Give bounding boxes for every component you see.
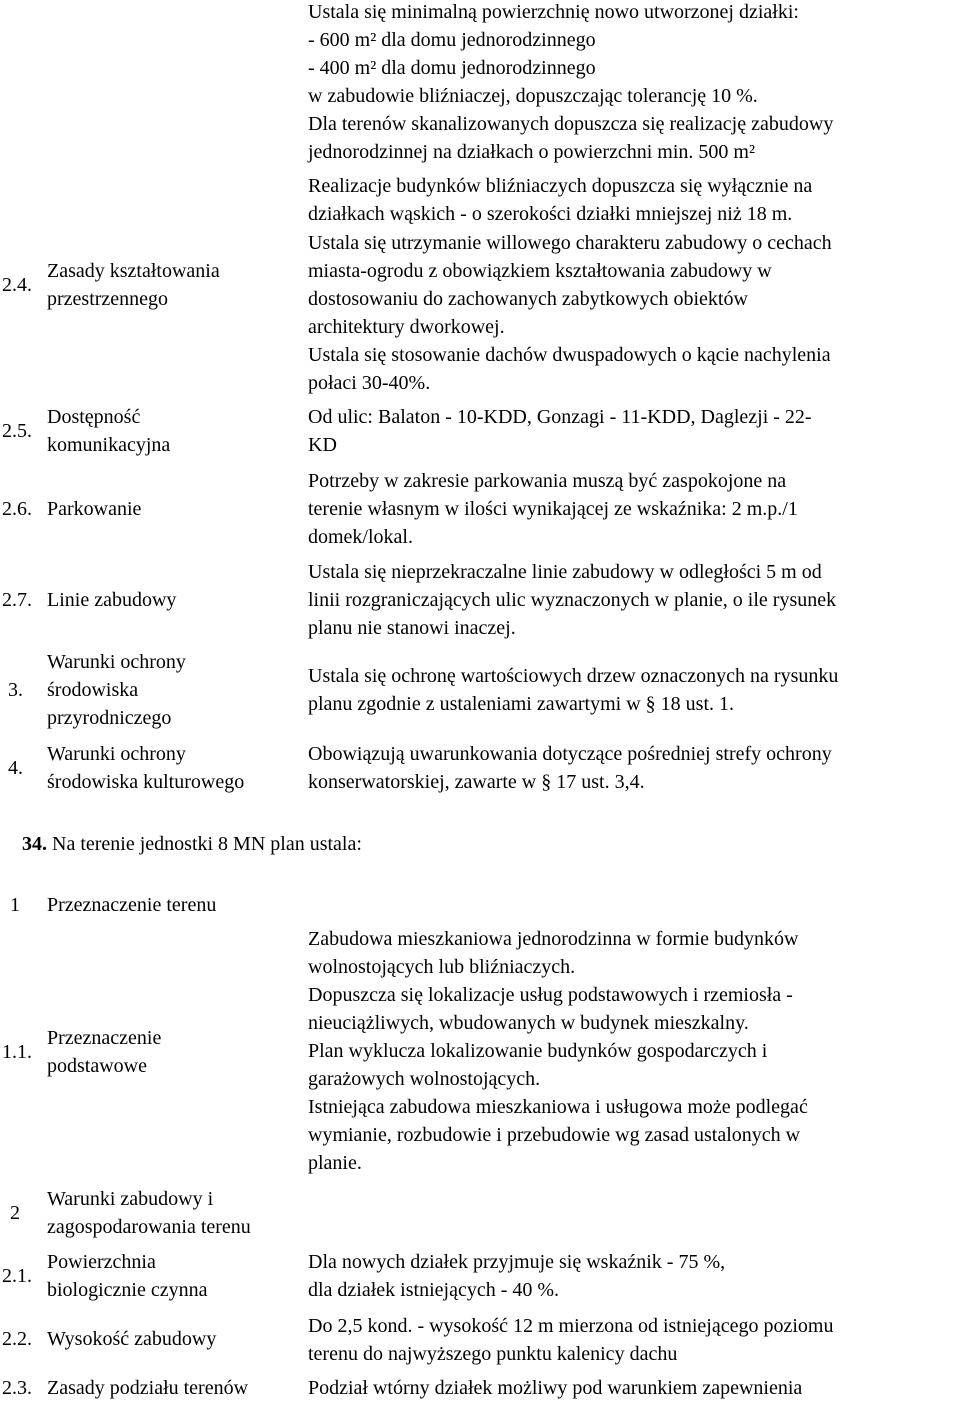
row-label-line: zagospodarowania terenu — [47, 1216, 251, 1238]
row-label-line: Przeznaczenie terenu — [47, 894, 217, 916]
row-text-line: połaci 30-40%. — [308, 372, 431, 394]
row-text-line: architektury dworkowej. — [308, 316, 505, 338]
row-text — [308, 740, 960, 796]
intro-line: Ustala się minimalną powierzchnię nowo utworzonej działki: — [308, 1, 799, 23]
row-label-line: środowiska — [47, 679, 139, 701]
section-heading-number: 34. — [22, 833, 47, 855]
row-label-line: Przeznaczenie — [47, 1027, 162, 1049]
intro-line: w zabudowie bliźniaczej, dopuszczając tolerancję 10 %. — [308, 85, 758, 107]
intro-line: działkach wąskich - o szerokości działki mniejszej niż 18 m. — [308, 203, 793, 225]
row-label-line: Zasady kształtowania — [47, 260, 220, 282]
row-label-line: Powierzchnia — [47, 1251, 156, 1273]
row-text-line: dla działek istniejących - 40 %. — [308, 1279, 560, 1301]
row-label-line: środowiska kulturowego — [47, 771, 245, 793]
row-label-line: Warunki ochrony — [47, 651, 186, 673]
row-text-line: linii rozgraniczających ulic wyznaczonych w planie, o ile rysunek — [308, 589, 837, 611]
row-text — [308, 403, 960, 459]
row-text — [308, 1248, 960, 1304]
row-text-line: Do 2,5 kond. - wysokość 12 m mierzona od istniejącego poziomu — [308, 1315, 834, 1337]
row-label — [47, 1374, 292, 1402]
row-label-line: Warunki zabudowy i — [47, 1188, 214, 1210]
row-text-line: Dla nowych działek przyjmuje się wskaźnik - 75 %, — [308, 1251, 726, 1273]
row-label — [47, 1248, 292, 1304]
row-label — [47, 891, 292, 919]
row-label-line: Linie zabudowy — [47, 589, 177, 611]
row-label — [47, 1185, 292, 1241]
row-label — [47, 1024, 292, 1080]
row-label — [47, 495, 292, 523]
row-text-line: terenu do najwyższego punktu kalenicy dachu — [308, 1343, 678, 1365]
row-label-line: przestrzennego — [47, 288, 169, 310]
intro-paragraph-3 — [308, 172, 960, 228]
row-text-line: wolnostojących lub bliźniaczych. — [308, 956, 576, 978]
row-text-line: konserwatorskiej, zawarte w § 17 ust. 3,4. — [308, 771, 645, 793]
row-number: 2.2. — [2, 1328, 32, 1350]
row-text-line: Dopuszcza się lokalizacje usług podstawowych i rzemiosła - — [308, 984, 793, 1006]
row-text — [308, 1374, 960, 1402]
section-heading — [22, 830, 362, 858]
row-number: 2.5. — [2, 420, 32, 442]
row-label — [47, 586, 292, 614]
row-text-line: planu zgodnie z ustaleniami zawartymi w § 18 ust. 1. — [308, 693, 735, 715]
row-label-line: Zasady podziału terenów — [47, 1377, 249, 1399]
row-number: 2.6. — [2, 498, 32, 520]
row-text-line: Ustala się nieprzekraczalne linie zabudowy w odległości 5 m od — [308, 561, 822, 583]
row-label-line: komunikacyjna — [47, 434, 171, 456]
row-text-line: planie. — [308, 1152, 362, 1174]
row-text-line: Ustala się utrzymanie willowego charakteru zabudowy o cechach — [308, 232, 832, 254]
row-text-line: terenie własnym w ilości wynikającej ze wskaźnika: 2 m.p./1 — [308, 498, 798, 520]
intro-line: jednorodzinnej na działkach o powierzchni min. 500 m² — [308, 141, 755, 163]
row-label — [47, 1325, 292, 1353]
row-text — [308, 662, 960, 718]
row-text — [308, 925, 960, 1177]
row-label-line: podstawowe — [47, 1055, 147, 1077]
row-label-line: Parkowanie — [47, 498, 142, 520]
intro-line: Realizacje budynków bliźniaczych dopuszcza się wyłącznie na — [308, 175, 813, 197]
row-label-line: Dostępność — [47, 406, 141, 428]
row-label — [47, 648, 292, 732]
row-number: 1.1. — [2, 1041, 32, 1063]
row-label-line: Wysokość zabudowy — [47, 1328, 217, 1350]
row-number: 2.3. — [2, 1377, 32, 1399]
row-text-line: garażowych wolnostojących. — [308, 1068, 541, 1090]
intro-line: - 400 m² dla domu jednorodzinnego — [308, 57, 596, 79]
row-text — [308, 229, 960, 397]
row-text-line: Ustala się stosowanie dachów dwuspadowych o kącie nachylenia — [308, 344, 831, 366]
intro-line: - 600 m² dla domu jednorodzinnego — [308, 29, 596, 51]
row-label — [47, 403, 292, 459]
row-number: 4. — [8, 757, 23, 779]
row-text-line: Ustala się ochronę wartościowych drzew oznaczonych na rysunku — [308, 665, 839, 687]
row-text — [308, 467, 960, 551]
row-text-line: dostosowaniu do zachowanych zabytkowych obiektów — [308, 288, 748, 310]
row-text-line: Zabudowa mieszkaniowa jednorodzinna w formie budynków — [308, 928, 799, 950]
row-text-line: Istniejąca zabudowa mieszkaniowa i usługowa może podlegać — [308, 1096, 808, 1118]
row-label-line: przyrodniczego — [47, 707, 172, 729]
intro-line: Dla terenów skanalizowanych dopuszcza się realizację zabudowy — [308, 113, 834, 135]
row-label-line: biologicznie czynna — [47, 1279, 208, 1301]
row-number: 2 — [10, 1202, 20, 1224]
row-label — [47, 740, 292, 796]
row-text-line: Podział wtórny działek możliwy pod warunkiem zapewnienia — [308, 1377, 803, 1399]
row-text — [308, 1312, 960, 1368]
intro-paragraph-1 — [308, 0, 960, 110]
row-number: 1 — [10, 894, 20, 916]
row-text-line: Obowiązują uwarunkowania dotyczące pośredniej strefy ochrony — [308, 743, 832, 765]
row-label — [47, 257, 292, 313]
row-label-line: Warunki ochrony — [47, 743, 186, 765]
row-number: 3. — [8, 679, 23, 701]
row-text-line: Od ulic: Balaton - 10-KDD, Gonzagi - 11-KDD, Daglezji - 22- — [308, 406, 812, 428]
section-heading-text: Na terenie jednostki 8 MN plan ustala: — [52, 833, 362, 855]
row-text-line: Plan wyklucza lokalizowanie budynków gospodarczych i — [308, 1040, 768, 1062]
row-text-line: KD — [308, 434, 337, 456]
row-text-line: nieuciążliwych, wbudowanych w budynek mieszkalny. — [308, 1012, 749, 1034]
row-text-line: miasta-ogrodu z obowiązkiem kształtowania zabudowy w — [308, 260, 772, 282]
intro-block — [308, 0, 960, 228]
intro-paragraph-2 — [308, 110, 960, 166]
row-number: 2.7. — [2, 589, 32, 611]
row-text-line: Potrzeby w zakresie parkowania muszą być zaspokojone na — [308, 470, 787, 492]
row-text — [308, 558, 960, 642]
row-text-line: planu nie stanowi inaczej. — [308, 617, 516, 639]
row-number: 2.4. — [2, 274, 32, 296]
row-text-line: domek/lokal. — [308, 526, 413, 548]
row-number: 2.1. — [2, 1265, 32, 1287]
row-text-line: wymianie, rozbudowie i przebudowie wg zasad ustalonych w — [308, 1124, 801, 1146]
